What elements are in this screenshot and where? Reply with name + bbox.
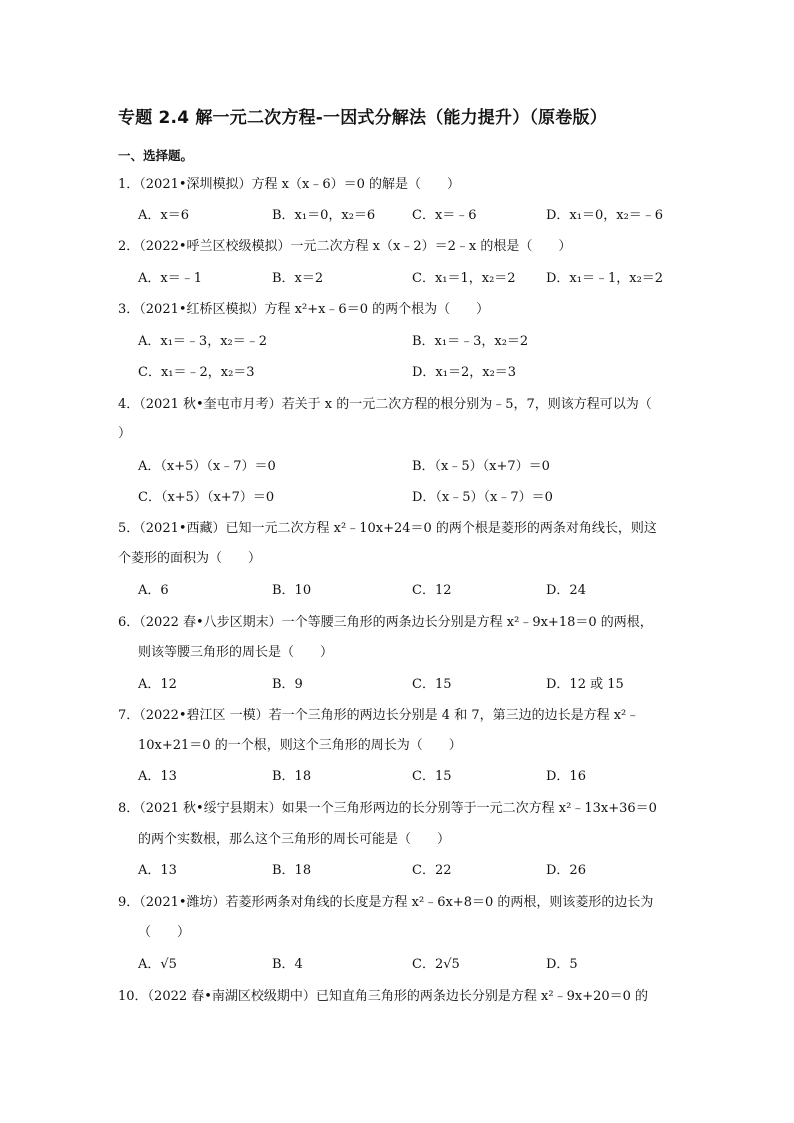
- question-3-option-b: B．x₁＝﹣3，x₂＝2: [412, 334, 529, 349]
- page-title: 专题 2.4 解一元二次方程-一因式分解法（能力提升）（原卷版）: [118, 108, 607, 128]
- question-4-option-b: B．（x﹣5）（x+7）＝0: [412, 459, 550, 474]
- question-3-option-d: D．x₁＝2，x₂＝3: [412, 365, 517, 380]
- question-9-option-b: B．4: [272, 957, 303, 972]
- question-7-option-d: D．16: [546, 769, 586, 784]
- question-10-stem-line-1: 10．（2022 春•南湖区校级期中）已知直角三角形的两条边长分别是方程 x²﹣9x+20＝0 的: [118, 989, 649, 1004]
- question-7-option-a: A．13: [138, 769, 177, 784]
- question-2-option-d: D．x₁＝﹣1，x₂＝2: [546, 271, 664, 286]
- question-3-stem: 3．（2021•红桥区模拟）方程 x²+x﹣6＝0 的两个根为（ ）: [118, 302, 490, 317]
- question-6-option-d: D．12 或 15: [546, 677, 624, 692]
- question-5-option-b: B．10: [272, 583, 312, 598]
- question-4-option-d: D．（x﹣5）（x﹣7）＝0: [412, 490, 553, 505]
- question-7-stem-line-1: 7．（2022•碧江区 一模）若一个三角形的两边长分别是 4 和 7，第三边的边长是方程 x²﹣: [118, 708, 640, 723]
- question-8-option-b: B．18: [272, 863, 312, 878]
- question-7-option-c: C．15: [412, 769, 452, 784]
- question-1-option-c: C．x＝﹣6: [412, 208, 477, 223]
- question-6-stem-line-1: 6．（2022 春•八步区期末）一个等腰三角形的两条边长分别是方程 x²﹣9x+18＝0 的两根，: [118, 615, 653, 630]
- question-8-option-d: D．26: [546, 863, 586, 878]
- question-7-stem-line-2: 10x+21＝0 的一个根，则这个三角形的周长为（ ）: [138, 738, 462, 753]
- question-6-option-b: B．9: [272, 677, 303, 692]
- question-1-option-d: D．x₁＝0，x₂＝﹣6: [546, 208, 664, 223]
- question-8-stem-line-2: 的两个实数根，那么这个三角形的周长可能是（ ）: [138, 832, 451, 847]
- question-5-stem-line-2: 个菱形的面积为（ ）: [118, 551, 262, 566]
- question-9-option-d: D．5: [546, 957, 578, 972]
- question-9-option-c: C．2√5: [412, 957, 460, 972]
- question-1-option-a: A．x＝6: [138, 208, 189, 223]
- question-5-stem-line-1: 5．（2021•西藏）已知一元二次方程 x²﹣10x+24＝0 的两个根是菱形的两条对角线长，则这: [118, 521, 657, 536]
- question-4-option-c: C．（x+5）（x+7）＝0: [138, 490, 275, 505]
- question-6-stem-line-2: 则该等腰三角形的周长是（ ）: [138, 645, 334, 660]
- question-6-option-c: C．15: [412, 677, 452, 692]
- question-2-option-a: A．x＝﹣1: [138, 271, 202, 286]
- question-4-option-a: A．（x+5）（x﹣7）＝0: [138, 459, 276, 474]
- question-8-option-c: C．22: [412, 863, 452, 878]
- question-6-option-a: A．12: [138, 677, 177, 692]
- question-5-option-a: A．6: [138, 583, 169, 598]
- question-9-stem-line-2: （ ）: [138, 925, 191, 940]
- question-5-option-d: D．24: [546, 583, 586, 598]
- question-2-stem: 2．（2022•呼兰区校级模拟）一元二次方程 x（x﹣2）＝2﹣x 的根是（ ）: [118, 239, 572, 254]
- question-3-option-c: C．x₁＝﹣2，x₂＝3: [138, 365, 255, 380]
- section-heading: 一、选择题。: [118, 148, 194, 163]
- question-9-stem-line-1: 9．（2021•潍坊）若菱形两条对角线的长度是方程 x²﹣6x+8＝0 的两根，则该菱形的边长为: [118, 895, 654, 910]
- question-1-stem: 1．（2021•深圳模拟）方程 x（x﹣6）＝0 的解是（ ）: [118, 177, 460, 192]
- question-1-option-b: B．x₁＝0，x₂＝6: [272, 208, 376, 223]
- question-8-option-a: A．13: [138, 863, 177, 878]
- question-2-option-b: B．x＝2: [272, 271, 324, 286]
- question-2-option-c: C．x₁＝1，x₂＝2: [412, 271, 516, 286]
- question-5-option-c: C．12: [412, 583, 452, 598]
- question-4-stem-line-1: 4．（2021 秋•奎屯市月考）若关于 x 的一元二次方程的根分别为﹣5，7，则该方程可以为（: [118, 397, 652, 412]
- question-3-option-a: A．x₁＝﹣3，x₂＝﹣2: [138, 334, 268, 349]
- question-9-option-a: A．√5: [138, 957, 177, 972]
- question-8-stem-line-1: 8．（2021 秋•绥宁县期末）如果一个三角形两边的长分别等于一元二次方程 x²﹣13x+36＝0: [118, 801, 657, 816]
- question-7-option-b: B．18: [272, 769, 312, 784]
- question-4-stem-line-2: ）: [118, 426, 132, 441]
